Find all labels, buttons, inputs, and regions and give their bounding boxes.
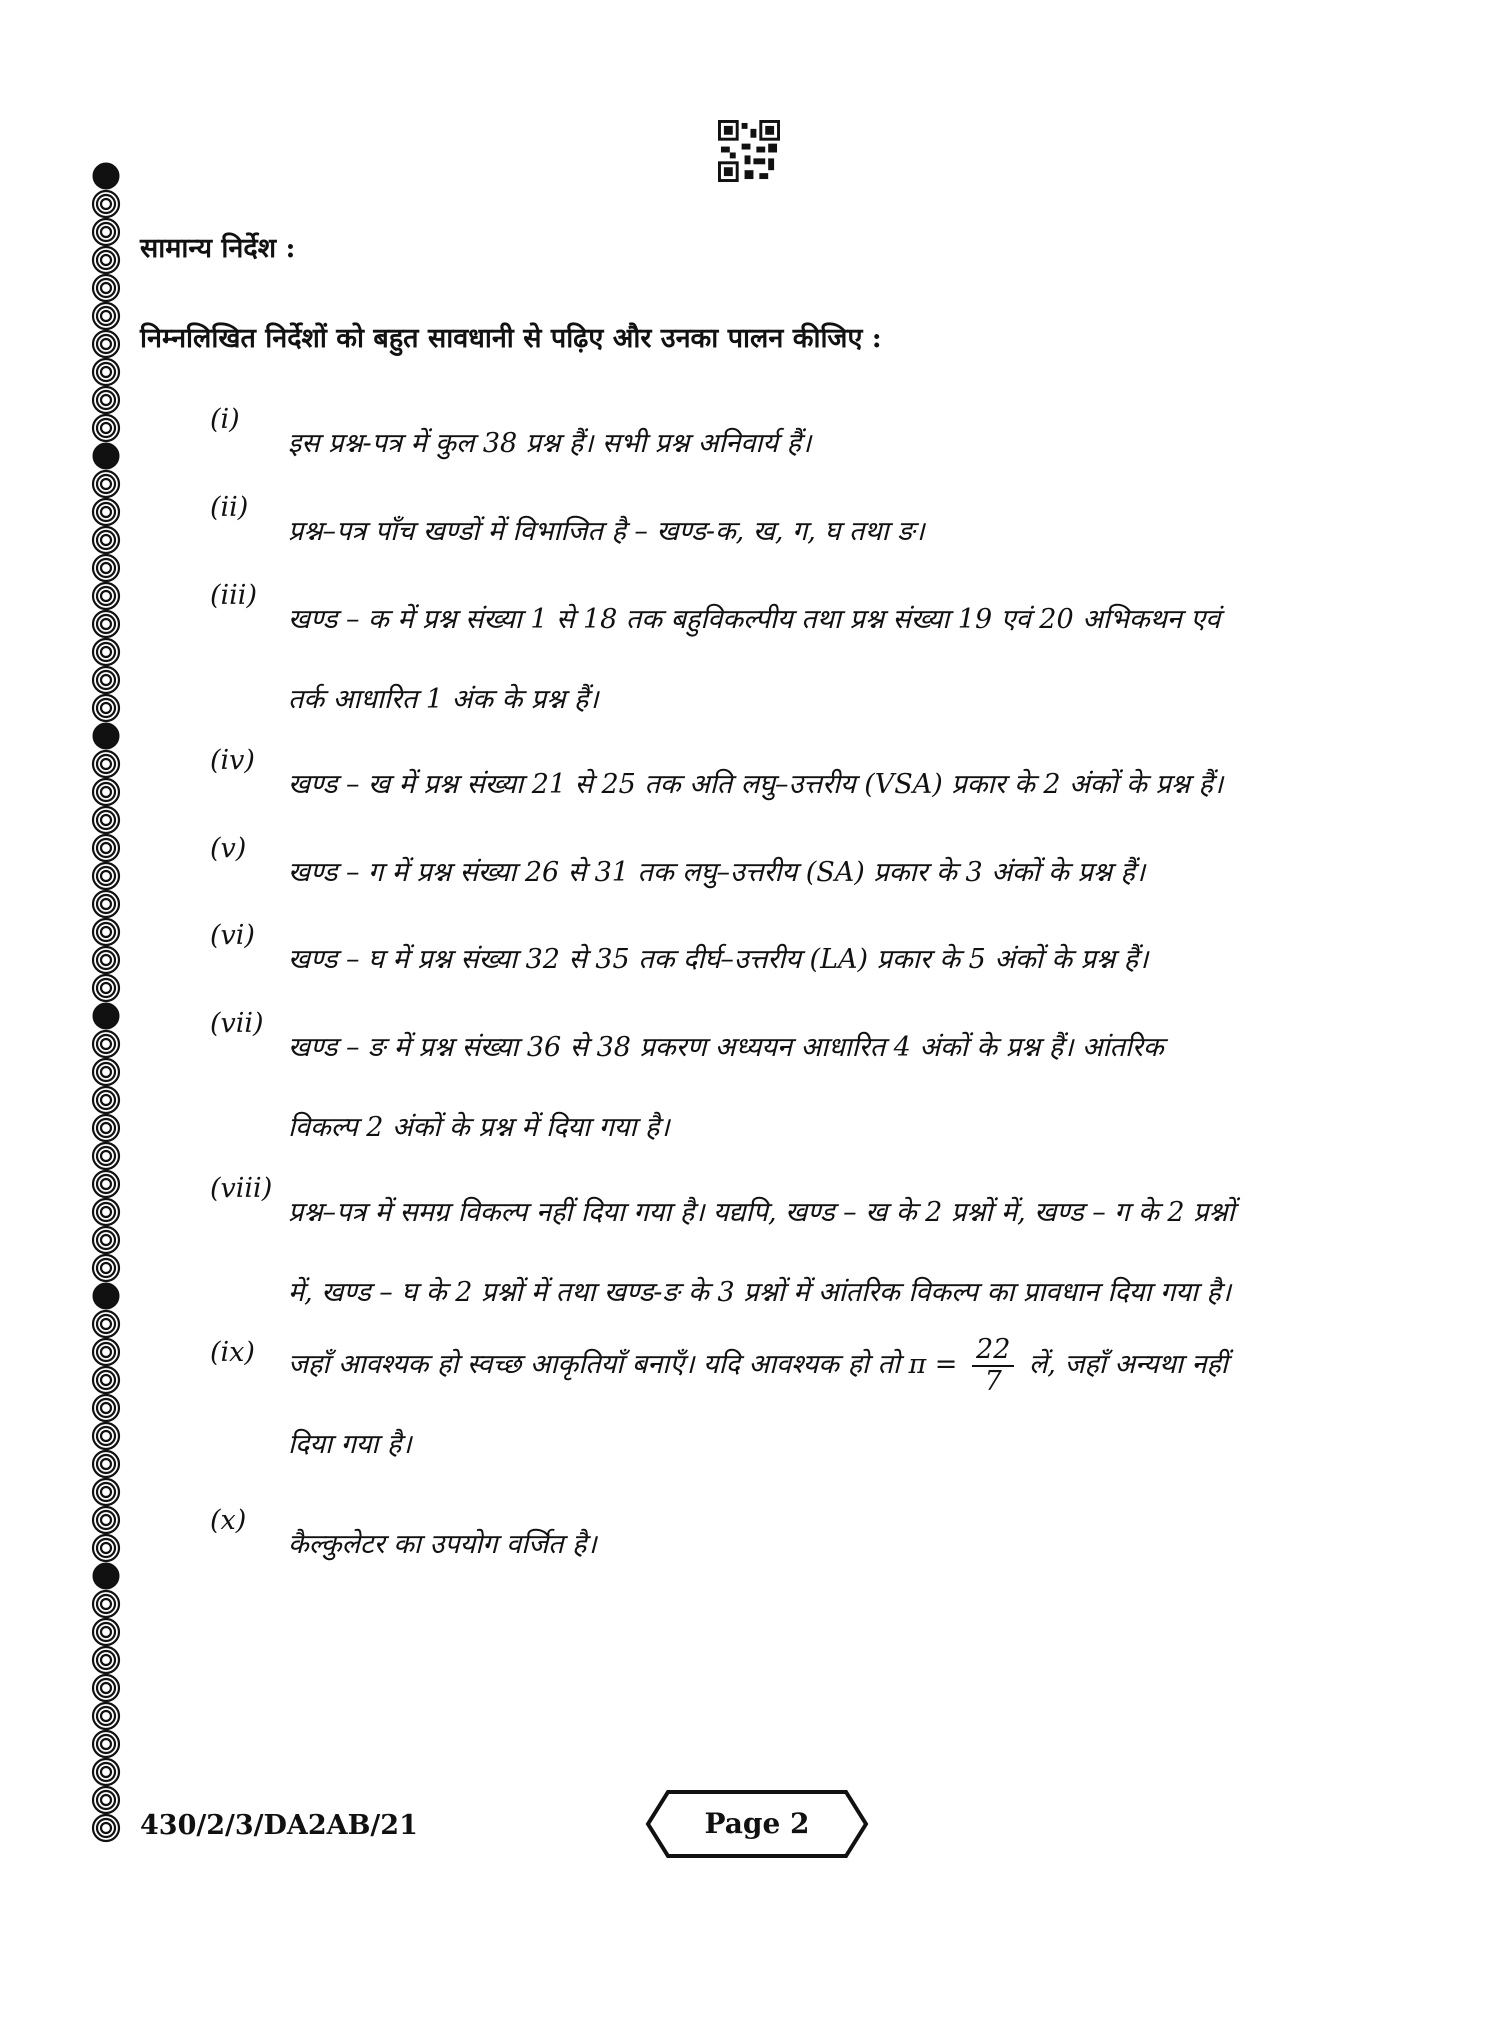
margin-circle-icon [93, 779, 119, 805]
margin-circle-icon [93, 1031, 119, 1057]
margin-circle-icon [93, 667, 119, 693]
margin-border-pattern [88, 162, 124, 1846]
margin-circle-icon [93, 1171, 119, 1197]
pi-fraction [972, 1335, 1014, 1396]
item-line: प्रश्न–पत्र पाँच खण्डों में विभाजित है – खण्ड-क, ख, ग, घ तथा ङ। [288, 516, 925, 547]
margin-circle-icon [93, 611, 119, 637]
margin-circle-icon [93, 1647, 119, 1673]
item-line: इस प्रश्न-पत्र में कुल 38 प्रश्न हैं। सभी प्रश्न अनिवार्य हैं। [288, 428, 812, 459]
item-number: (iii) [210, 580, 257, 611]
margin-circle-icon [93, 1675, 119, 1701]
margin-circle-icon [93, 583, 119, 609]
margin-circle-icon [93, 1423, 119, 1449]
paper-code: 430/2/3/DA2AB/21 [140, 1810, 418, 1841]
margin-circle-icon [93, 1619, 119, 1645]
general-instructions-heading: सामान्य निर्देश : [140, 233, 296, 264]
margin-circle-icon [93, 1255, 119, 1281]
margin-circle-icon [93, 1507, 119, 1533]
item-line: प्रश्न–पत्र में समग्र विकल्प नहीं दिया गया है। यद्यपि, खण्ड – ख के 2 प्रश्नों में, खण्ड – ग के 2 प्रश्नों [288, 1197, 1235, 1228]
margin-circle-icon [93, 919, 119, 945]
item-number: (iv) [210, 745, 255, 776]
margin-circle-icon [93, 1227, 119, 1253]
item-number: (ix) [210, 1337, 255, 1368]
margin-circle-icon [93, 891, 119, 917]
item-line: खण्ड – क में प्रश्न संख्या 1 से 18 तक बहुविकल्पीय तथा प्रश्न संख्या 19 एवं 20 अभिकथन एवं [288, 604, 1221, 635]
margin-circle-icon [93, 1311, 119, 1337]
page-number-badge [644, 1788, 870, 1860]
margin-circle-icon [93, 975, 119, 1001]
item-number: (viii) [210, 1173, 273, 1204]
margin-circle-icon [93, 1143, 119, 1169]
item-line: खण्ड – ङ में प्रश्न संख्या 36 से 38 प्रकरण अध्ययन आधारित 4 अंकों के प्रश्न हैं। आंतरिक [288, 1032, 1164, 1063]
margin-circle-icon [93, 1535, 119, 1561]
margin-circle-icon [93, 1059, 119, 1085]
margin-circle-icon [93, 723, 119, 749]
margin-circle-icon [93, 695, 119, 721]
item-line-pre: जहाँ आवश्यक हो स्वच्छ आकृतियाँ बनाएँ। यदि आवश्यक हो तो π = [288, 1349, 958, 1380]
item-line: खण्ड – घ में प्रश्न संख्या 32 से 35 तक दीर्घ–उत्तरीय (LA) प्रकार के 5 अंकों के प्रश्न हैं। [288, 944, 1149, 975]
margin-circle-icon [93, 1591, 119, 1617]
margin-circle-icon [93, 387, 119, 413]
item-line: में, खण्ड – घ के 2 प्रश्नों में तथा खण्ड-ङ के 3 प्रश्नों में आंतरिक विकल्प का प्रावधान दिया गया है। [288, 1277, 1232, 1308]
item-number: (vii) [210, 1008, 264, 1039]
margin-circle-icon [93, 359, 119, 385]
margin-circle-icon [93, 275, 119, 301]
margin-circle-icon [93, 303, 119, 329]
item-number: (vi) [210, 920, 255, 951]
margin-circle-icon [93, 1395, 119, 1421]
item-number: (v) [210, 833, 247, 864]
margin-circle-icon [93, 1479, 119, 1505]
margin-circle-icon [93, 835, 119, 861]
item-number: (x) [210, 1505, 247, 1536]
margin-circle-icon [93, 639, 119, 665]
margin-circle-icon [93, 219, 119, 245]
margin-circle-icon [93, 191, 119, 217]
margin-circle-icon [93, 1115, 119, 1141]
page-label: Page 2 [704, 1807, 810, 1840]
margin-circle-icon [93, 471, 119, 497]
margin-circle-icon [93, 1339, 119, 1365]
fraction-numerator: 22 [972, 1335, 1014, 1367]
margin-circle-icon [93, 415, 119, 441]
item-line: दिया गया है। [288, 1429, 412, 1460]
margin-circle-icon [93, 247, 119, 273]
margin-circle-icon [93, 947, 119, 973]
margin-circle-icon [93, 807, 119, 833]
item-line [288, 1325, 1358, 1405]
margin-circle-icon [93, 1759, 119, 1785]
item-line: विकल्प 2 अंकों के प्रश्न में दिया गया है। [288, 1112, 670, 1143]
margin-circle-icon [93, 555, 119, 581]
margin-circle-icon [93, 1703, 119, 1729]
margin-circle-icon [93, 1451, 119, 1477]
margin-circle-icon [93, 499, 119, 525]
item-line: तर्क आधारित 1 अंक के प्रश्न हैं। [288, 684, 599, 715]
item-number: (ii) [210, 492, 249, 523]
margin-circle-icon [93, 1367, 119, 1393]
margin-circle-icon [93, 331, 119, 357]
margin-circle-icon [93, 163, 119, 189]
margin-circle-icon [93, 1815, 119, 1841]
margin-circle-icon [93, 1787, 119, 1813]
item-line: खण्ड – ख में प्रश्न संख्या 21 से 25 तक अति लघु–उत्तरीय (VSA) प्रकार के 2 अंकों के प्रश्न हैं। [288, 769, 1224, 800]
margin-circle-icon [93, 443, 119, 469]
item-line: खण्ड – ग में प्रश्न संख्या 26 से 31 तक लघु–उत्तरीय (SA) प्रकार के 3 अंकों के प्रश्न हैं। [288, 857, 1146, 888]
margin-circle-icon [93, 751, 119, 777]
margin-circle-icon [93, 1087, 119, 1113]
margin-circle-icon [93, 1199, 119, 1225]
item-line-post: लें, जहाँ अन्यथा नहीं [1028, 1349, 1228, 1380]
item-line: कैल्कुलेटर का उपयोग वर्जित है। [288, 1529, 597, 1560]
margin-circle-icon [93, 1731, 119, 1757]
instructions-intro: निम्नलिखित निर्देशों को बहुत सावधानी से पढ़िए और उनका पालन कीजिए : [140, 323, 882, 354]
margin-circle-icon [93, 1283, 119, 1309]
margin-circle-icon [93, 1563, 119, 1589]
margin-circle-icon [93, 863, 119, 889]
qr-code-icon [718, 120, 780, 182]
item-number: (i) [210, 404, 240, 435]
margin-circle-icon [93, 1003, 119, 1029]
margin-circle-icon [93, 527, 119, 553]
fraction-denominator: 7 [984, 1365, 1002, 1397]
